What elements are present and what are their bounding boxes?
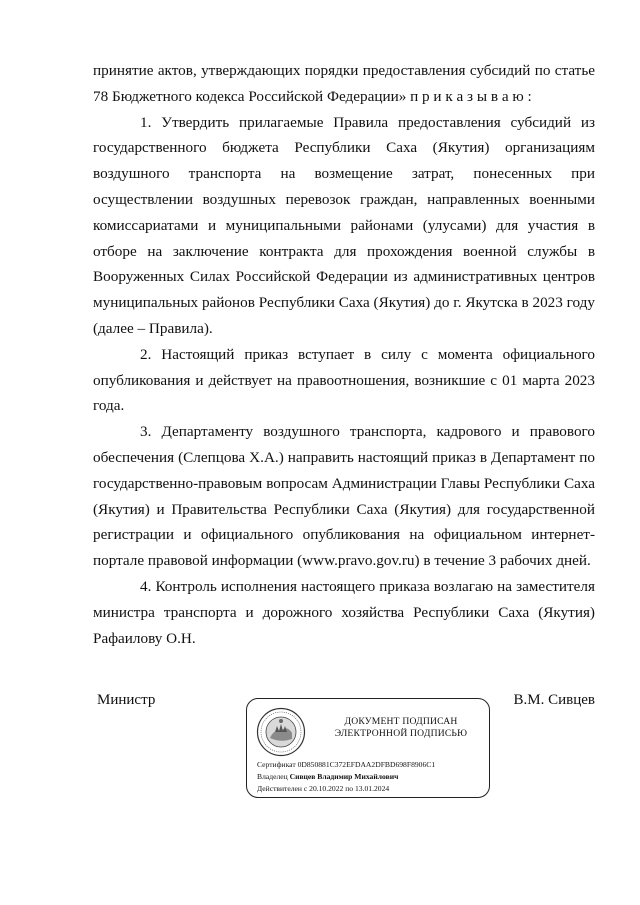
paragraph-item-4: 4. Контроль исполнения настоящего приказа возлагаю на заместителя министра транспорта и дорожного хозяйства Республики Саха (Якутия) Рафаилову О.Н. [93, 577, 595, 647]
stamp-details [257, 759, 435, 796]
coat-of-arms-icon [256, 707, 306, 757]
paragraph-intro: принятие актов, утверждающих порядки предоставления субсидий по статье 78 Бюджетного кодекса Российской Федерации» п р и к а з ы в а ю : [93, 62, 595, 105]
certificate-label: Сертификат [257, 760, 296, 769]
valid-label: Действителен с [257, 784, 308, 794]
stamp-title-line-2: ЭЛЕКТРОННОЙ ПОДПИСЬЮ [334, 728, 468, 739]
e-signature-stamp [246, 698, 490, 798]
stamp-title-line-1: ДОКУМЕНТ ПОДПИСАН [344, 716, 458, 727]
stamp-owner-row [257, 771, 435, 783]
order-body [93, 58, 595, 651]
paragraph-item-3: 3. Департаменту воздушного транспорта, кадрового и правового обеспечения (Слепцова Х.А.) направить настоящий приказ в Департамент по государственно-правовым вопросам Администрации Главы Республики Саха (Якутия) и Правительства Республики Саха (Якутия) для государственной регистрации и официального опубликования на официальном интернет-портале правовой информации (www.pravo.gov.ru) в течение 3 рабочих дней. [93, 423, 595, 570]
stamp-title [311, 716, 491, 740]
owner-name: Сивцев Владимир Михайлович [289, 772, 399, 782]
owner-label: Владелец [257, 772, 288, 782]
paragraph-item-1: 1. Утвердить прилагаемые Правила предоставления субсидий из государственного бюджета Республики Саха (Якутия) организациям воздушного транспорта на возмещение затрат, понесенных при осуществлении воздушных перевозок граждан, направленных военными комиссариатами и муниципальными районами (улусами) для участия в отборе на заключение контракта для прохождения военной службы в Вооруженных Силах Российской Федерации из административных центров муниципальных районов Республики Саха (Якутия) до г. Якутска в 2023 году (далее – Правила). [93, 113, 595, 337]
signer-position: Министр [97, 692, 156, 708]
valid-to-label: по [345, 784, 354, 794]
certificate-number: 0D850881C372EFDAA2DFBD698F8906C1 [297, 760, 436, 769]
valid-to: 13.01.2024 [355, 784, 390, 794]
signer-name: В.М. Сивцев [513, 692, 595, 708]
stamp-validity-row [257, 783, 435, 795]
valid-from: 20.10.2022 [309, 784, 344, 794]
paragraph-item-2: 2. Настоящий приказ вступает в силу с момента официального опубликования и действует на правоотношения, возникшие с 01 марта 2023 года. [93, 345, 595, 415]
stamp-certificate-row [257, 759, 435, 771]
